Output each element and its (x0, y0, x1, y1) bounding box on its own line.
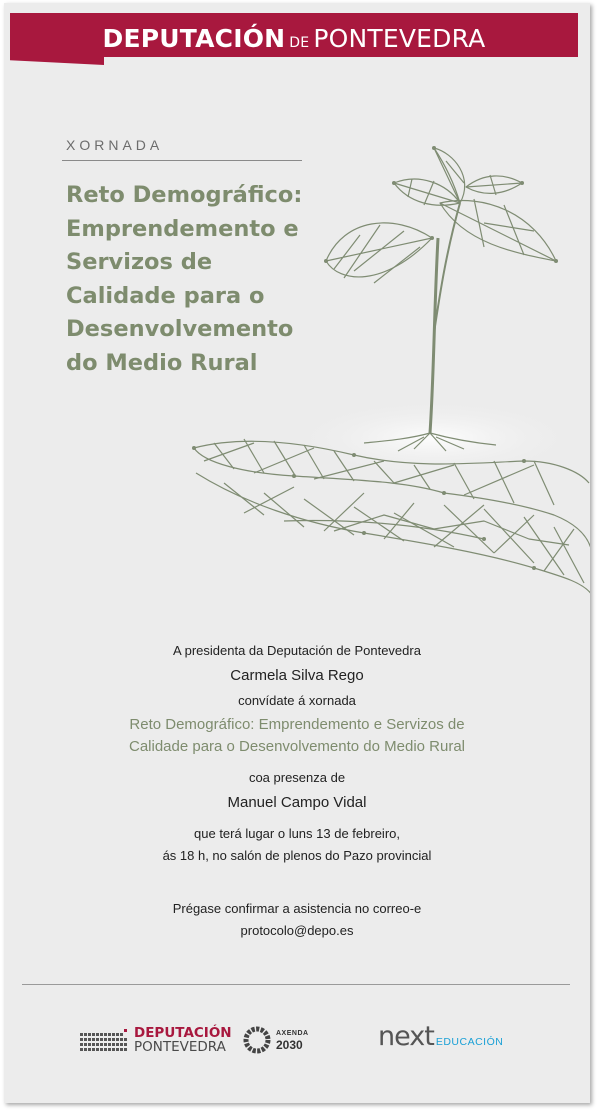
header-title-de: DE (289, 35, 310, 51)
invitation-card (4, 3, 590, 1103)
dot-grid-icon (80, 1027, 130, 1053)
event-title-line: Servizos de (66, 249, 213, 275)
event-name-line: Calidade para o Desenvolvemento do Medio Rural (128, 738, 466, 755)
event-kicker: XORNADA (66, 137, 164, 153)
guest-name: Manuel Campo Vidal (227, 794, 367, 811)
next-logo-word: next (378, 1021, 434, 1052)
rsvp-email-link[interactable]: protocolo@depo.es (240, 923, 354, 938)
rsvp-text: Prégase confirmar a asistencia no correo-e (172, 901, 422, 916)
guest-intro: coa presenza de (248, 770, 346, 785)
header-banner-tab (10, 57, 104, 65)
event-date: que terá lugar o luns 13 de febreiro, (194, 826, 400, 841)
header-title-pontevedra: PONTEVEDRA (313, 24, 486, 53)
header-banner (10, 13, 578, 57)
invitation-intro: A presidenta da Deputación de Pontevedra (173, 643, 421, 658)
deputacion-logo-bottom: PONTEVEDRA (134, 1039, 226, 1055)
event-title-line: Emprendemento e (66, 215, 299, 242)
event-title-line: Reto Demográfico: (66, 182, 303, 208)
event-title-line: Desenvolvemento (66, 316, 294, 342)
next-educacion-logo (378, 1021, 503, 1052)
axenda-logo-top: AXENDA (276, 1030, 309, 1037)
deputacion-logo-top: DEPUTACIÓN (134, 1025, 232, 1041)
axenda-logo-bottom: 2030 (276, 1038, 303, 1052)
axenda-ring-icon (242, 1025, 272, 1055)
next-logo-sub: EDUCACIÓN (435, 1036, 504, 1048)
event-place: ás 18 h, no salón de plenos do Pazo provincial (162, 848, 432, 863)
event-title-line: do Medio Rural (66, 349, 258, 376)
plant-in-hand-icon (184, 143, 590, 603)
event-name-line: Reto Demográfico: Emprendemento e Servizos de (129, 716, 465, 733)
header-title-deputacion: DEPUTACIÓN (102, 24, 286, 53)
event-title-line: Calidade para o (66, 282, 265, 309)
host-name: Carmela Silva Rego (230, 667, 364, 684)
invitation-invite: convídate á xornada (238, 693, 356, 708)
header-title (10, 24, 578, 53)
footer-divider (22, 984, 570, 985)
